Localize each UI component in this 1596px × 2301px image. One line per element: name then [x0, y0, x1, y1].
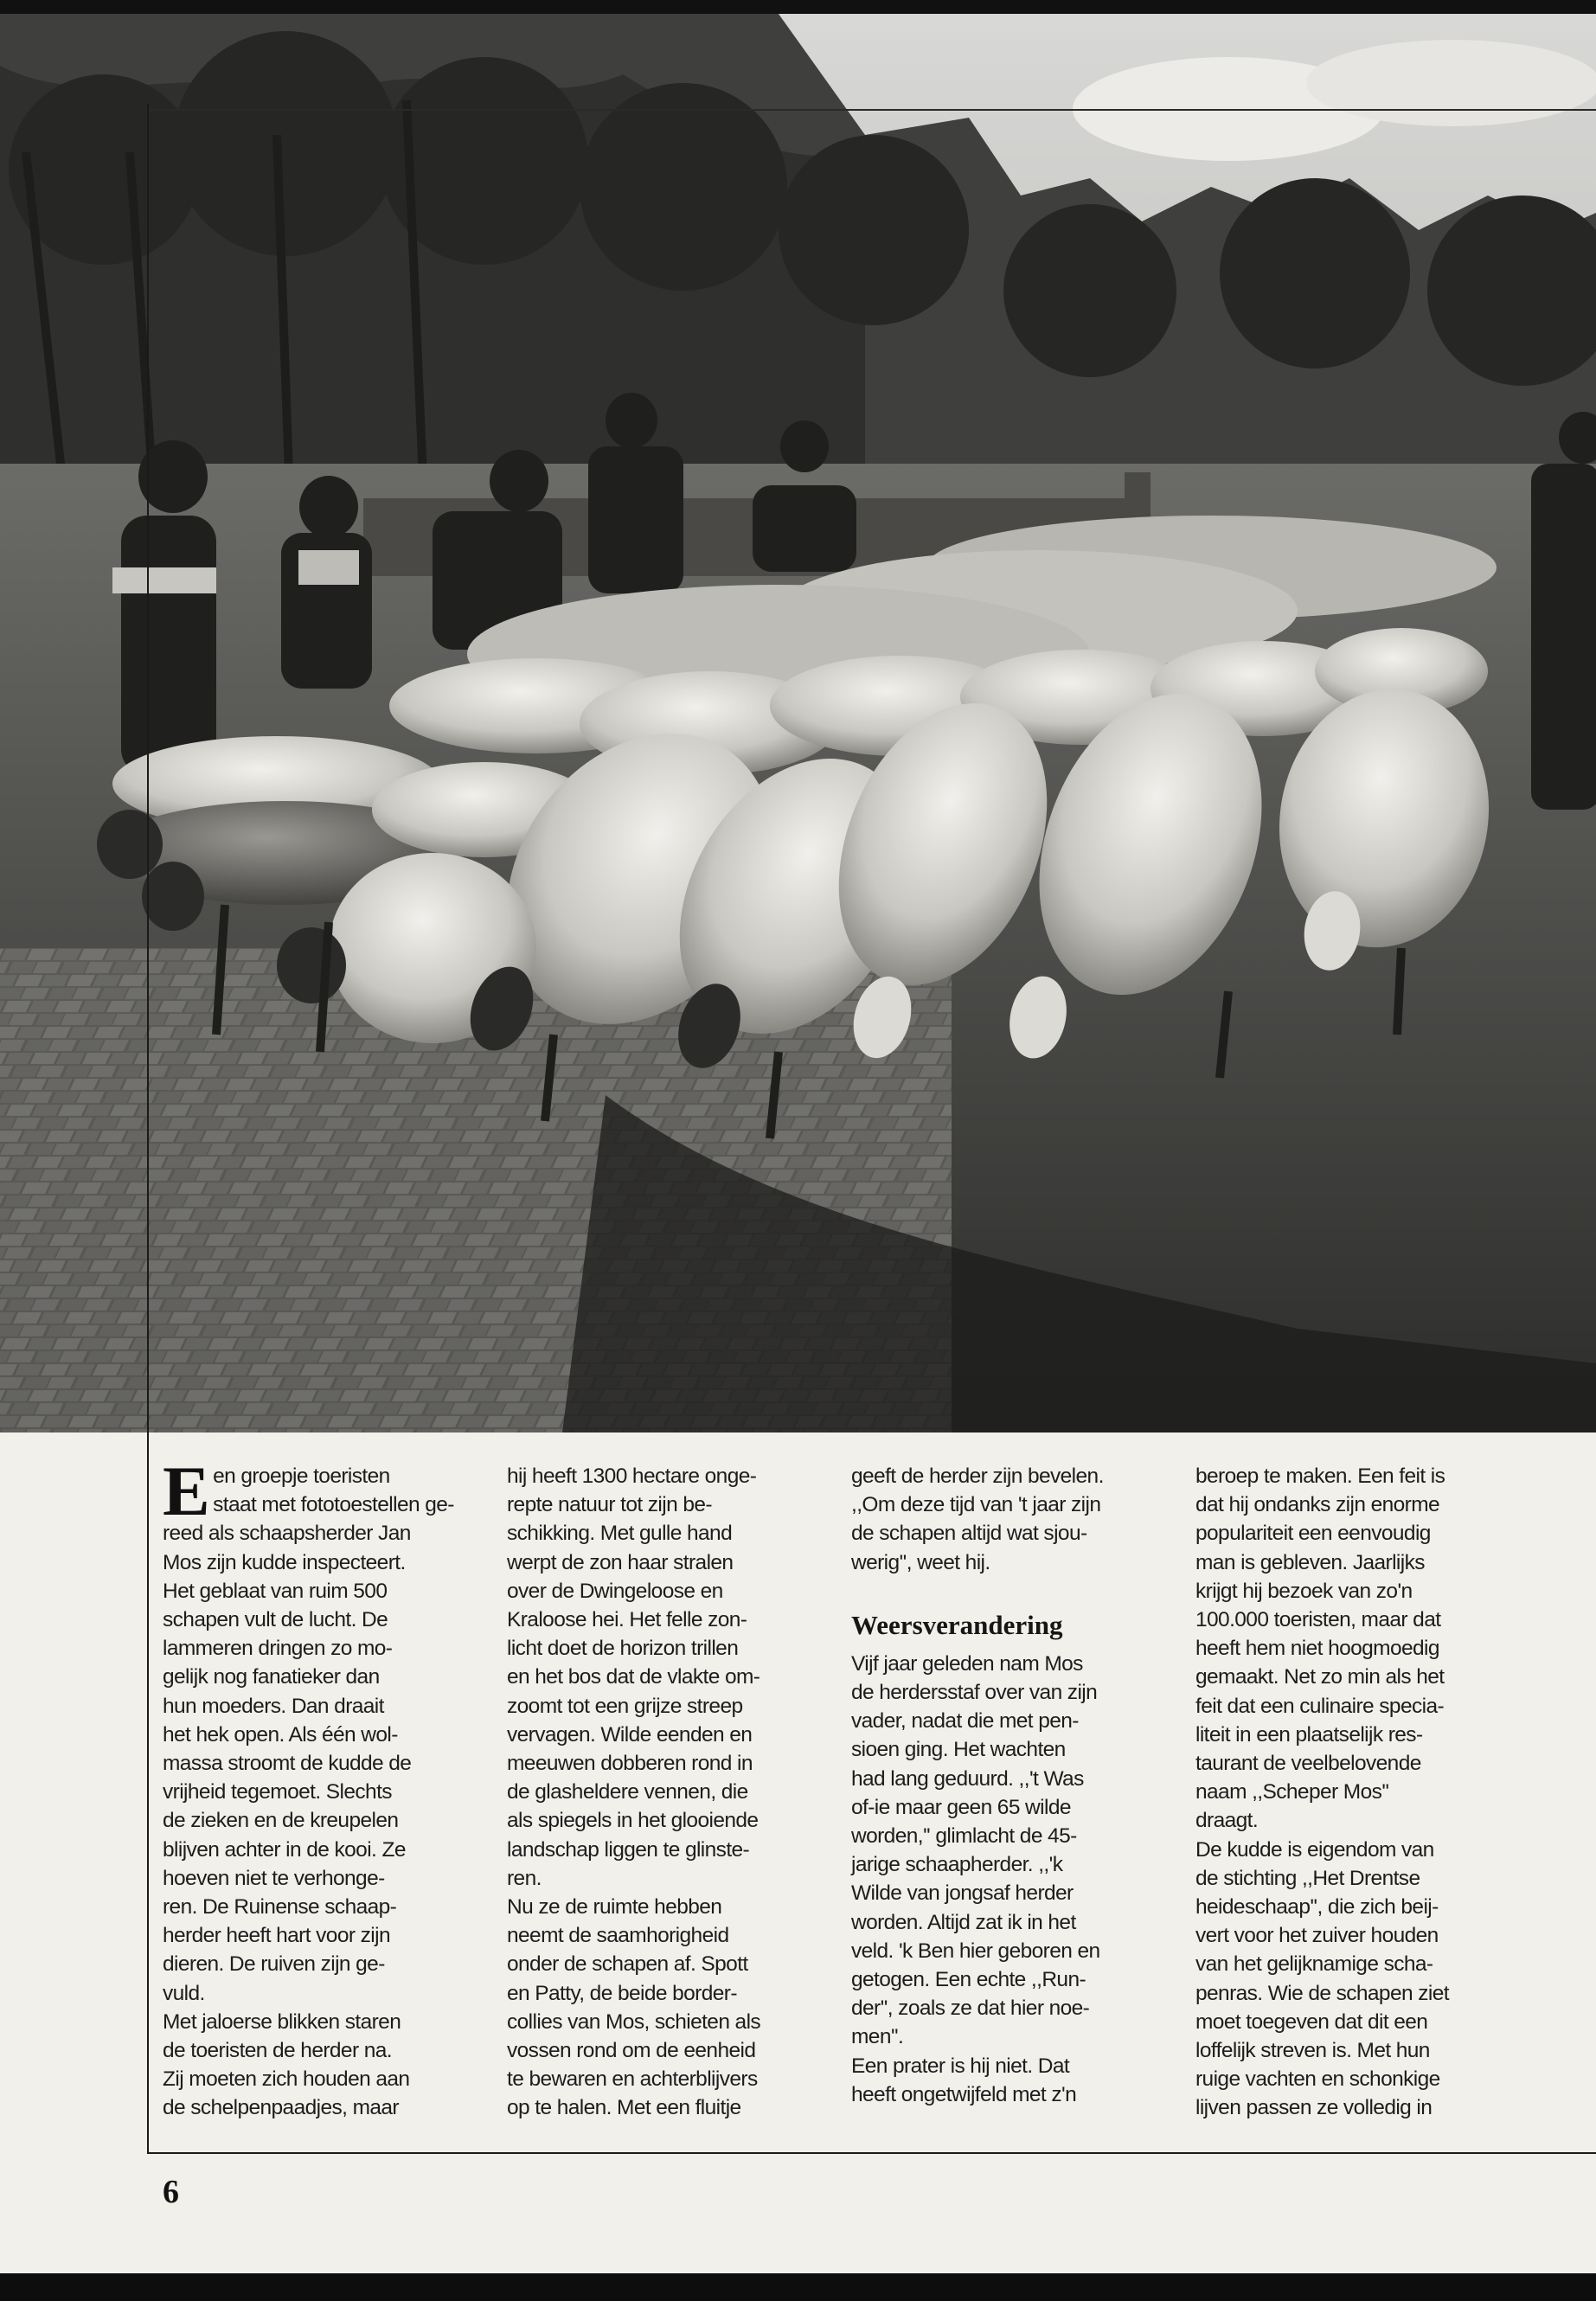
text-line: Een prater is hij niet. Dat	[851, 2054, 1070, 2078]
frame-rule-bottom	[147, 2152, 1596, 2154]
text-line: en groepje toeristen	[213, 1465, 390, 1488]
text-line: of-ie maar geen 65 wilde	[851, 1795, 1071, 1819]
text-line: het hek open. Als één wol-	[163, 1722, 398, 1747]
text-line: vert voor het zuiver houden	[1195, 1924, 1439, 1948]
drop-cap: E	[163, 1452, 210, 1530]
article-body	[163, 1452, 1495, 2137]
text-line: Vijf jaar geleden nam Mos	[851, 1651, 1083, 1676]
text-line: de glasheldere vennen, die	[507, 1780, 748, 1804]
text-line: hun moeders. Dan draait	[163, 1694, 384, 1718]
text-line: getogen. Een echte ,,Run-	[851, 1968, 1086, 1992]
text-line: draagt.	[1195, 1809, 1259, 1833]
text-line: landschap liggen te glinste-	[507, 1837, 750, 1862]
article-paragraph	[1195, 1462, 1494, 2123]
article-column-4	[1195, 1462, 1494, 2137]
sheep-flock-photo	[0, 14, 1596, 1433]
text-line: Zij moeten zich houden aan	[163, 2067, 410, 2092]
text-line: der'', zoals ze dat hier noe-	[851, 1997, 1090, 2021]
text-line: hoeven niet te verhonge-	[163, 1866, 385, 1890]
text-line: taurant de veelbelovende	[1195, 1752, 1421, 1776]
text-line: dieren. De ruiven zijn ge-	[163, 1952, 385, 1977]
text-line: werig'', weet hij.	[851, 1550, 990, 1574]
text-line: schapen vult de lucht. De	[163, 1608, 388, 1632]
text-line: liteit in een plaatselijk res-	[1195, 1722, 1423, 1747]
text-line: lijven passen ze volledig in	[1195, 2096, 1433, 2120]
text-line: Mos zijn kudde inspecteert.	[163, 1550, 406, 1574]
top-border	[0, 0, 1596, 14]
text-line: geeft de herder zijn bevelen.	[851, 1465, 1104, 1488]
text-line: loffelijk streven is. Met hun	[1195, 2039, 1430, 2063]
text-line: over de Dwingeloose en	[507, 1579, 723, 1603]
article-paragraph	[507, 1462, 805, 2123]
text-line: herder heeft hart voor zijn	[163, 1924, 390, 1948]
text-line: collies van Mos, schieten als	[507, 2009, 761, 2034]
section-subheading: Weersverandering	[851, 1609, 1063, 1640]
photo-illustration	[0, 14, 1596, 1433]
text-line: werpt de zon haar stralen	[507, 1550, 734, 1574]
text-line: Kraloose hei. Het felle zon-	[507, 1608, 747, 1632]
text-line: zoomt tot een grijze streep	[507, 1694, 743, 1718]
text-line: populariteit een eenvoudig	[1195, 1522, 1431, 1546]
text-line: man is gebleven. Jaarlijks	[1195, 1550, 1425, 1574]
text-line: neemt de saamhorigheid	[507, 1924, 729, 1948]
text-line: schikking. Met gulle hand	[507, 1522, 733, 1546]
text-line: en het bos dat de vlakte om-	[507, 1665, 760, 1689]
text-line: ren. De Ruinense schaap-	[163, 1895, 397, 1920]
bottom-border	[0, 2273, 1596, 2301]
text-line: staat met fototoestellen ge-	[213, 1493, 454, 1517]
text-line: vader, nadat die met pen-	[851, 1709, 1079, 1734]
text-line: Wilde van jongsaf herder	[851, 1881, 1074, 1906]
text-line: de toeristen de herder na.	[163, 2039, 392, 2063]
text-line: penras. Wie de schapen ziet	[1195, 1981, 1449, 2005]
text-line: de schapen altijd wat sjou-	[851, 1522, 1087, 1546]
text-line: worden,'' glimlacht de 45-	[851, 1824, 1077, 1849]
text-line: hij heeft 1300 hectare onge-	[507, 1465, 757, 1488]
text-line: jarige schaapherder. ,,'k	[851, 1853, 1063, 1877]
text-line: gemaakt. Net zo min als het	[1195, 1665, 1445, 1689]
text-line: op te halen. Met een fluitje	[507, 2096, 741, 2120]
text-line: en Patty, de beide border-	[507, 1981, 737, 2005]
text-line: Nu ze de ruimte hebben	[507, 1895, 722, 1920]
text-line: heideschaap'', die zich beij-	[1195, 1895, 1439, 1920]
text-line: Het geblaat van ruim 500	[163, 1579, 388, 1603]
article-column-2	[507, 1462, 805, 2137]
text-line: moet toegeven dat dit een	[1195, 2009, 1428, 2034]
text-line: 100.000 toeristen, maar dat	[1195, 1608, 1441, 1632]
text-line: de zieken en de kreupelen	[163, 1809, 399, 1833]
frame-rule-left	[147, 104, 149, 2154]
text-line: vossen rond om de eenheid	[507, 2039, 756, 2063]
text-line: reed als schaapsherder Jan	[163, 1522, 411, 1546]
text-line: ruige vachten en schonkige	[1195, 2067, 1440, 2092]
text-line: heeft hem niet hoogmoedig	[1195, 1637, 1439, 1661]
text-line: sioen ging. Het wachten	[851, 1738, 1066, 1762]
text-line: als spiegels in het glooiende	[507, 1809, 759, 1833]
text-line: van het gelijknamige scha-	[1195, 1952, 1433, 1977]
article-column-1	[163, 1452, 461, 2137]
text-line: feit dat een culinaire specia-	[1195, 1694, 1445, 1718]
text-line: de herdersstaf over van zijn	[851, 1681, 1098, 1705]
text-line: veld. 'k Ben hier geboren en	[851, 1939, 1100, 1963]
article-paragraph	[851, 1462, 1150, 1577]
text-line: de stichting ,,Het Drentse	[1195, 1866, 1420, 1890]
text-line: vervagen. Wilde eenden en	[507, 1722, 753, 1747]
text-line: licht doet de horizon trillen	[507, 1637, 739, 1661]
text-line: De kudde is eigendom van	[1195, 1837, 1434, 1862]
text-line: onder de schapen af. Spott	[507, 1952, 748, 1977]
text-line: te bewaren en achterblijvers	[507, 2067, 758, 2092]
text-line: naam ,,Scheper Mos''	[1195, 1780, 1389, 1804]
text-line: ,,Om deze tijd van 't jaar zijn	[851, 1493, 1101, 1517]
article-paragraph	[851, 1650, 1150, 2109]
text-line: men''.	[851, 2025, 904, 2049]
article-paragraph	[163, 1452, 461, 2123]
text-line: lammeren dringen zo mo-	[163, 1637, 393, 1661]
text-line: gelijk nog fanatieker dan	[163, 1665, 380, 1689]
text-line: vrijheid tegemoet. Slechts	[163, 1780, 392, 1804]
text-line: heeft ongetwijfeld met z'n	[851, 2082, 1077, 2106]
text-line: ren.	[507, 1866, 542, 1890]
text-line: de schelpenpaadjes, maar	[163, 2096, 399, 2120]
text-line: blijven achter in de kooi. Ze	[163, 1837, 406, 1862]
text-line: krijgt hij bezoek van zo'n	[1195, 1579, 1413, 1603]
text-line: worden. Altijd zat ik in het	[851, 1910, 1076, 1934]
text-line: repte natuur tot zijn be-	[507, 1493, 712, 1517]
page-number: 6	[163, 2174, 179, 2210]
text-line: vuld.	[163, 1981, 205, 2005]
text-line: dat hij ondanks zijn enorme	[1195, 1493, 1440, 1517]
text-line: had lang geduurd. ,,'t Was	[851, 1766, 1084, 1791]
text-line: Met jaloerse blikken staren	[163, 2009, 401, 2034]
text-line: massa stroomt de kudde de	[163, 1752, 412, 1776]
article-column-3	[851, 1462, 1150, 2137]
text-line: beroep te maken. Een feit is	[1195, 1465, 1445, 1488]
text-line: meeuwen dobberen rond in	[507, 1752, 753, 1776]
frame-rule-top	[147, 109, 1596, 111]
